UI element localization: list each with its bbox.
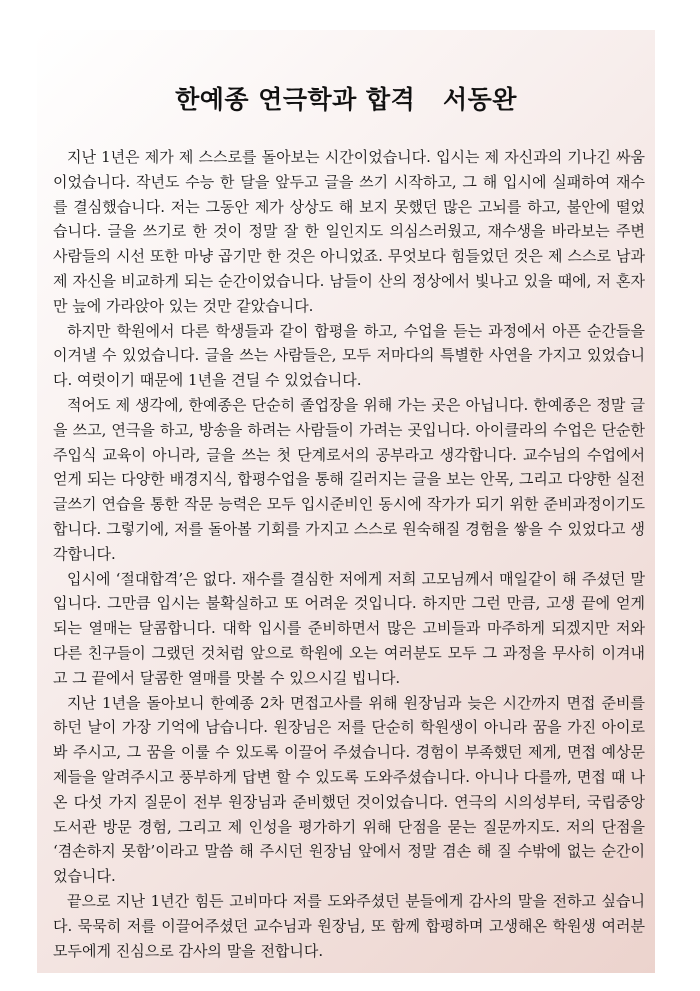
paragraph-5: 지난 1년을 돌아보니 한예종 2차 면접고사를 위해 원장님과 늦은 시간까지 면접 준비를 하던 날이 가장 기억에 남습니다. 원장님은 저를 단순히 학원생이 아니라 꿈을 가진 아이로 봐 주시고, 그 꿈을 이룰 수 있도록 이끌어 주셨습니다. 경험이 부족했던 제게, 면접 예상문제들을 알려주시고 풍부하게 답변 할 수 있도록 도와주셨습니다. 아니나 다를까, 면접 때 나온 다섯 가지 질문이 전부 원장님과 준비했던 것이었습니다. 연극의 시의성부터, 국립중앙도서관 방문 경험, 그리고 제 인성을 평가하기 위해 단점을 묻는 질문까지도. 저의 단점을 ‘겸손하지 못함’이라고 말씀 해 주시던 원장님 앞에서 정말 겸손 해 질 수밖에 없는 순간이었습니다. [53,693,645,886]
paragraph-2: 하지만 학원에서 다른 학생들과 같이 합평을 하고, 수업을 듣는 과정에서 아픈 순간들을 이겨낼 수 있었습니다. 글을 쓰는 사람들은, 모두 저마다의 특별한 사연을 가지고 있었습니다. 여럿이기 때문에 1년을 견딜 수 있었습니다. [53,321,645,390]
paragraph-6: 끝으로 지난 1년간 힘든 고비마다 저를 도와주셨던 분들에게 감사의 말을 전하고 싶습니다. 묵묵히 저를 이끌어주셨던 교수님과 원장님, 또 함께 합평하며 고생해온 학원생 여러분 모두에게 진심으로 감사의 말을 전합니다. [53,891,645,960]
page-title: 한예종 연극학과 합격 서동완 [175,85,517,114]
paragraph-1: 지난 1년은 제가 제 스스로를 돌아보는 시간이었습니다. 입시는 제 자신과의 기나긴 싸움이었습니다. 작년도 수능 한 달을 앞두고 글을 쓰기 시작하고, 그 해 입시에 실패하여 재수를 결심했습니다. 저는 그동안 제가 상상도 해 보지 못했던 많은 고뇌를 하고, 불안에 떨었습니다. 글을 쓰기로 한 것이 정말 잘 한 일인지도 의심스러웠고, 재수생을 바라보는 주변 사람들의 시선 또한 마냥 곱기만 한 것은 아니었죠. 무엇보다 힘들었던 것은 제 스스로 남과 제 자신을 비교하게 되는 순간이었습니다. 남들이 산의 정상에서 빛나고 있을 때에, 저 혼자만 늪에 가라앉아 있는 것만 같았습니다. [53,148,645,315]
paragraph-3: 적어도 제 생각에, 한예종은 단순히 졸업장을 위해 가는 곳은 아닙니다. 한예종은 정말 글을 쓰고, 연극을 하고, 방송을 하려는 사람들이 가려는 곳입니다. 아이클라의 수업은 단순한 주입식 교육이 아니라, 글을 쓰는 첫 단계로서의 공부라고 생각합니다. 교수님의 수업에서 얻게 되는 다양한 배경지식, 합평수업을 통해 길러지는 글을 보는 안목, 그리고 다양한 실전 글쓰기 연습을 통한 작문 능력은 모두 입시준비인 동시에 작가가 되기 위한 준비과정이기도 합니다. 그렇기에, 저를 돌아볼 기회를 가지고 스스로 원숙해질 경험을 쌓을 수 있었다고 생각합니다. [53,395,645,563]
testimonial-body [53,145,645,963]
paragraph-4: 입시에 ‘절대합격’은 없다. 재수를 결심한 저에게 저희 고모님께서 매일같이 해 주셨던 말입니다. 그만큼 입시는 불확실하고 또 어려운 것입니다. 하지만 그런 만큼, 고생 끝에 얻게 되는 열매는 달콤합니다. 대학 입시를 준비하면서 많은 고비들과 마주하게 되겠지만 저와 다른 친구들이 그랬던 것처럼 앞으로 학원에 오는 여러분도 모두 그 과정을 무사히 이겨내고 그 끝에서 달콤한 열매를 맛볼 수 있으시길 빕니다. [53,569,645,687]
document-page [37,30,655,973]
